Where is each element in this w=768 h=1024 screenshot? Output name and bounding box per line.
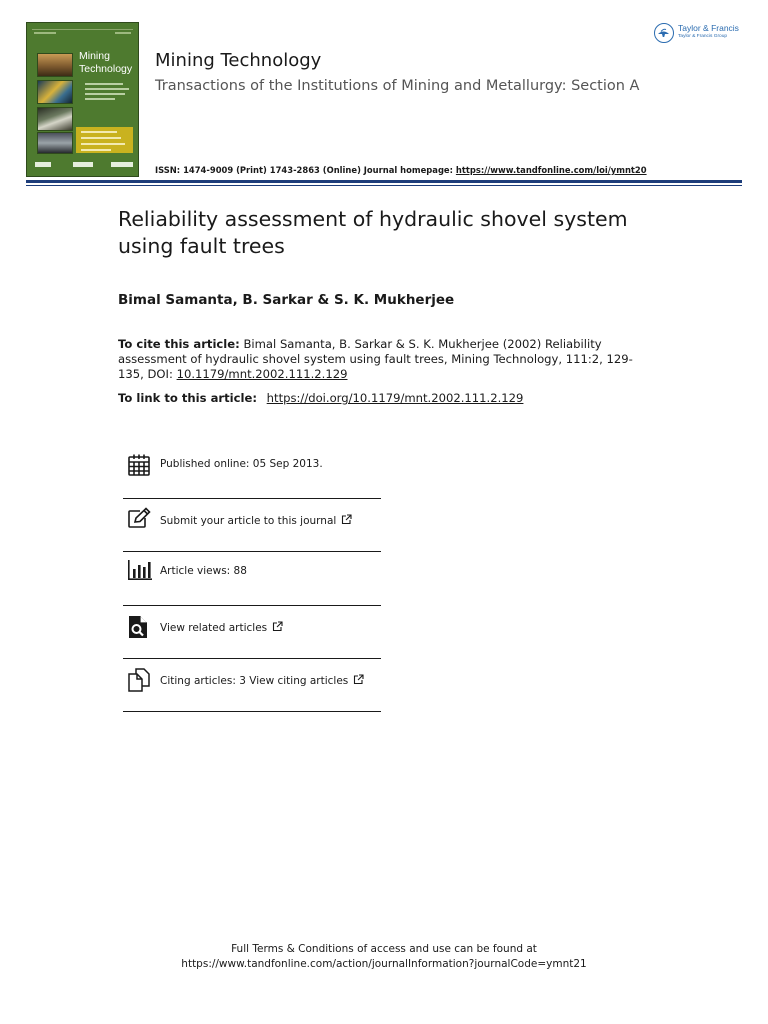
metric-submit-article[interactable] (123, 499, 381, 552)
citing-articles-link[interactable]: Citing articles: 3 View citing articles (160, 675, 349, 687)
journal-title: Mining Technology (155, 50, 322, 71)
citation-doi-link[interactable]: 10.1179/mnt.2002.111.2.129 (176, 367, 348, 381)
cover-photo (37, 107, 73, 131)
journal-cover-thumbnail (26, 22, 139, 177)
bar-chart-icon (127, 559, 153, 585)
metric-text[interactable] (160, 621, 283, 635)
article-metrics (123, 446, 381, 712)
terms-text: Full Terms & Conditions of access and use can be found at (231, 943, 537, 955)
article-authors: Bimal Samanta, B. Sarkar & S. K. Mukherjee (118, 292, 455, 308)
metric-text[interactable] (160, 674, 364, 688)
article-link-label: To link to this article: (118, 391, 257, 405)
metric-citing-articles[interactable] (123, 659, 381, 712)
publisher-logo[interactable] (654, 22, 746, 48)
edit-icon (127, 507, 153, 533)
article-title: Reliability assessment of hydraulic shovel system using fault trees (118, 207, 628, 258)
taylor-francis-lamp-icon (654, 23, 674, 43)
article-link-row (118, 391, 523, 405)
cover-title (79, 50, 132, 76)
cover-photo (37, 132, 73, 154)
submit-article-link[interactable]: Submit your article to this journal (160, 515, 337, 527)
cover-photo (37, 53, 73, 77)
metric-text: Published online: 05 Sep 2013. (160, 458, 323, 470)
citing-articles-icon (127, 668, 153, 694)
cover-highlight-box (76, 127, 133, 153)
calendar-icon (127, 453, 153, 479)
external-link-icon (341, 514, 352, 528)
journal-homepage-link[interactable]: https://www.tandfonline.com/loi/ymnt20 (455, 165, 647, 175)
metric-related-articles[interactable] (123, 606, 381, 659)
cover-decoration (115, 32, 131, 34)
cover-subtitle-lines (79, 83, 131, 103)
publisher-name: Taylor & Francis (678, 23, 739, 33)
issn-text: ISSN: 1474-9009 (Print) 1743-2863 (Online) Journal homepage: (155, 165, 453, 175)
header-divider (26, 180, 742, 183)
citation-block (118, 337, 658, 382)
metric-published-online (123, 446, 381, 499)
citation-text: Bimal Samanta, B. Sarkar & S. K. Mukherjee (2002) Reliability assessment of hydraulic shovel system using fault trees, Mining Technology, 111:2, 129-135, DOI: (118, 337, 633, 381)
cover-footer-logos (33, 161, 132, 169)
related-articles-link[interactable]: View related articles (160, 622, 268, 634)
terms-url[interactable]: https://www.tandfonline.com/action/journalInformation?journalCode=ymnt21 (181, 958, 587, 970)
issn-line (155, 165, 647, 175)
document-search-icon (127, 615, 153, 641)
cover-title-line: Technology (79, 63, 133, 75)
citation-label: To cite this article: (118, 337, 240, 351)
terms-footer (0, 942, 768, 972)
external-link-icon (272, 621, 283, 635)
metric-text[interactable] (160, 514, 352, 528)
external-link-icon (353, 674, 364, 688)
cover-photo (37, 80, 73, 104)
journal-subtitle: Transactions of the Institutions of Mining and Metallurgy: Section A (155, 78, 640, 94)
header-divider-thin (26, 185, 742, 186)
metric-text: Article views: 88 (160, 565, 247, 577)
cover-title-line: Mining (79, 50, 110, 62)
article-doi-link[interactable]: https://doi.org/10.1179/mnt.2002.111.2.129 (266, 391, 524, 405)
cover-decoration (34, 32, 56, 34)
metric-article-views (123, 552, 381, 606)
publisher-group: Taylor & Francis Group (678, 34, 728, 39)
